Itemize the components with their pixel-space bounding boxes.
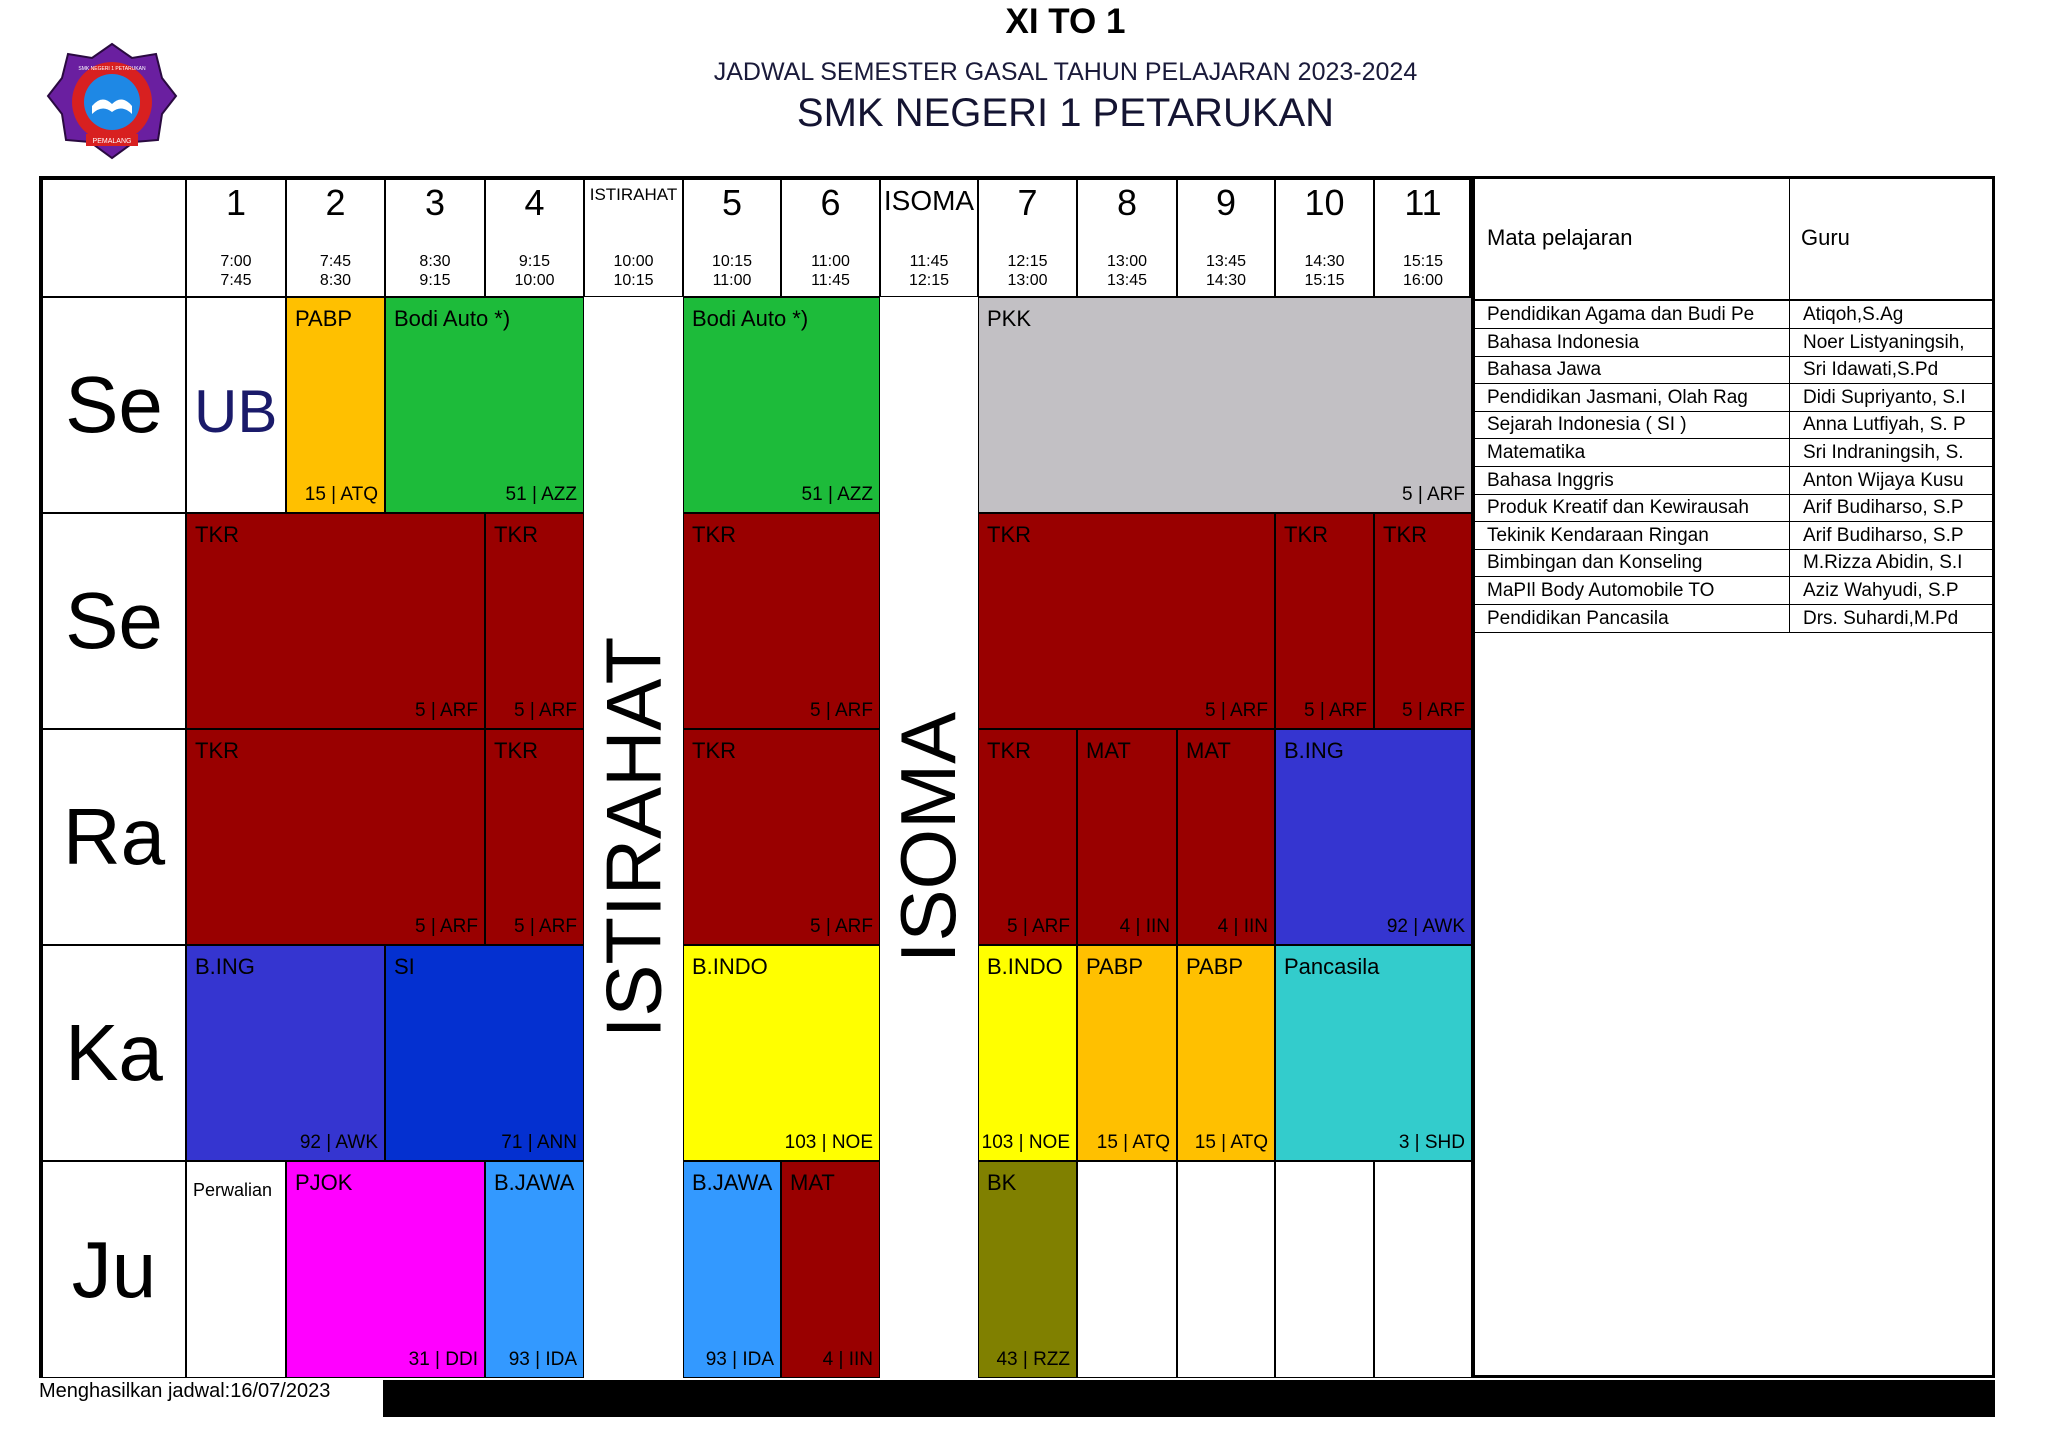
period-number: 7 [1017, 182, 1038, 223]
lesson-code: 5 | ARF [414, 916, 478, 937]
legend-row-divider [1789, 329, 1790, 356]
legend-row-divider [1789, 605, 1790, 632]
lesson-code: 93 | IDA [508, 1349, 577, 1370]
period-time: 14:30 15:15 [1304, 253, 1345, 289]
period-time: 11:00 11:45 [811, 253, 850, 289]
period-header-1 [186, 179, 286, 297]
legend-row [1475, 549, 1992, 577]
legend-row-divider [1789, 439, 1790, 466]
lesson-cell[interactable] [1077, 945, 1177, 1161]
day-label: Ra [42, 729, 186, 945]
lesson-code: 4 | IIN [1217, 916, 1268, 937]
lesson-subject: Bodi Auto *) [394, 306, 511, 331]
period-time: 10:00 10:15 [613, 253, 654, 289]
legend-subject: Bimbingan dan Konseling [1487, 552, 1703, 574]
legend-header-teacher: Guru [1801, 225, 1850, 250]
lesson-cell[interactable] [485, 1161, 584, 1378]
day-label: Se [42, 297, 186, 513]
period-number: 3 [424, 182, 446, 223]
isoma-label: ISOMA [884, 711, 973, 964]
lesson-cell[interactable] [683, 513, 880, 729]
lesson-code: 5 | ARF [1401, 700, 1465, 721]
lesson-cell[interactable] [1177, 945, 1275, 1161]
legend-subject: Pendidikan Jasmani, Olah Rag [1487, 386, 1748, 408]
lesson-code: 5 | ARF [513, 916, 577, 937]
period-time: 11:45 12:15 [908, 253, 950, 289]
period-number: 11 [1404, 182, 1442, 223]
schedule-grid [39, 176, 1472, 1378]
lesson-subject: PJOK [295, 1170, 353, 1195]
legend-row-divider [1789, 494, 1790, 521]
istirahat-label: ISTIRAHAT [589, 636, 678, 1039]
lesson-cell[interactable] [978, 513, 1275, 729]
lesson-cell[interactable] [683, 729, 880, 945]
lesson-cell[interactable] [186, 729, 485, 945]
lesson-code: 15 | ATQ [1096, 1132, 1170, 1153]
period-number: 4 [524, 182, 545, 223]
legend-row-divider [1789, 549, 1790, 576]
logo-top-text: SMK NEGERI 1 PETARUKAN [78, 66, 146, 72]
lesson-cell[interactable] [1275, 945, 1472, 1161]
legend-row-divider [1789, 467, 1790, 494]
legend-row-divider [1789, 384, 1790, 411]
lesson-cell[interactable] [781, 1161, 880, 1378]
generated-date: Menghasilkan jadwal:16/07/2023 [39, 1380, 331, 1402]
legend-subject: Bahasa Indonesia [1487, 331, 1640, 353]
legend-row-divider [1789, 577, 1790, 604]
lesson-code: 92 | AWK [299, 1132, 378, 1153]
lesson-code: 93 | IDA [705, 1349, 774, 1370]
period-time: 13:45 14:30 [1205, 253, 1247, 289]
lesson-subject: PABP [1086, 954, 1144, 979]
period-label: ISTIRAHAT [589, 185, 678, 204]
period-number: 2 [325, 182, 346, 223]
legend-row [1475, 411, 1992, 439]
legend-teacher: Noer Listyaningsih, [1803, 331, 1965, 353]
period-time: 7:45 8:30 [319, 253, 352, 289]
lesson-subject: MAT [1186, 738, 1231, 763]
page-title: XI TO 1 [1005, 2, 1126, 41]
lesson-code: 5 | ARF [1303, 700, 1367, 721]
lesson-subject: Bodi Auto *) [692, 306, 809, 331]
empty-cell [1077, 1161, 1177, 1378]
lesson-code: 15 | ATQ [1194, 1132, 1268, 1153]
lesson-cell[interactable] [186, 945, 385, 1161]
legend-subject: Tekinik Kendaraan Ringan [1487, 524, 1709, 546]
lesson-cell[interactable] [186, 513, 485, 729]
empty-cell [1374, 1161, 1472, 1378]
legend-subject: Pendidikan Pancasila [1487, 607, 1669, 629]
lesson-subject: TKR [987, 522, 1031, 547]
lesson-code: 5 | ARF [414, 700, 478, 721]
legend-header-subject: Mata pelajaran [1487, 225, 1633, 250]
lesson-subject: PABP [1186, 954, 1244, 979]
lesson-cell[interactable] [978, 945, 1077, 1161]
lesson-subject: PKK [987, 306, 1032, 331]
isoma-band [880, 297, 978, 1378]
lesson-subject: TKR [195, 522, 239, 547]
lesson-subject: TKR [692, 522, 736, 547]
period-label: ISOMA [883, 185, 975, 216]
period-time: 7:00 7:45 [220, 253, 252, 289]
lesson-subject: TKR [1284, 522, 1328, 547]
legend-subject: Produk Kreatif dan Kewirausah [1487, 497, 1749, 519]
lesson-subject: B.JAWA [494, 1170, 575, 1195]
lesson-cell[interactable] [286, 1161, 485, 1378]
lesson-cell[interactable] [385, 297, 584, 513]
lesson-subject: Pancasila [1284, 954, 1380, 979]
day-label: Se [42, 513, 186, 729]
legend-row [1475, 494, 1992, 522]
lesson-subject: TKR [195, 738, 239, 763]
period-number: 5 [721, 182, 743, 223]
legend-header [1475, 179, 1992, 301]
period-time: 12:15 13:00 [1007, 253, 1048, 289]
page-subtitle: JADWAL SEMESTER GASAL TAHUN PELAJARAN 2023-2024 [713, 58, 1418, 86]
legend-row [1475, 605, 1992, 633]
lesson-subject: TKR [987, 738, 1031, 763]
legend-row [1475, 356, 1992, 384]
legend-teacher: Didi Supriyanto, S.I [1803, 386, 1966, 408]
lesson-code: 4 | IIN [1119, 916, 1170, 937]
day-label: Ju [42, 1161, 186, 1378]
empty-cell [1275, 1161, 1374, 1378]
lesson-subject: TKR [1383, 522, 1427, 547]
lesson-subject: MAT [1086, 738, 1131, 763]
lesson-subject: B.JAWA [692, 1170, 773, 1195]
period-time: 9:15 10:00 [514, 253, 555, 289]
lesson-code: 31 | DDI [408, 1349, 478, 1370]
istirahat-band [584, 297, 683, 1378]
legend-teacher: Arif Budiharso, S.P [1803, 497, 1964, 519]
day-label: Ka [42, 945, 186, 1161]
legend-teacher: M.Rizza Abidin, S.I [1803, 552, 1963, 574]
lesson-code: 5 | ARF [809, 916, 873, 937]
period-time: 10:15 11:00 [711, 253, 753, 289]
lesson-code: 5 | ARF [809, 700, 873, 721]
legend-row [1475, 522, 1992, 550]
lesson-code: 51 | AZZ [801, 484, 873, 505]
lesson-cell[interactable] [485, 729, 584, 945]
lesson-code: 103 | NOE [981, 1132, 1070, 1153]
lesson-code: 5 | ARF [1401, 484, 1465, 505]
lesson-subject: B.INDO [692, 954, 768, 979]
empty-cell [1177, 1161, 1275, 1378]
lesson-code: 51 | AZZ [505, 484, 577, 505]
legend-subject: Pendidikan Agama dan Budi Pe [1487, 304, 1755, 325]
legend-teacher: Anton Wijaya Kusu [1803, 469, 1964, 491]
legend-row [1475, 329, 1992, 357]
legend-row-divider [1789, 411, 1790, 438]
lesson-code: 5 | ARF [513, 700, 577, 721]
period-header-9 [1177, 179, 1275, 297]
period-header-2 [286, 179, 385, 297]
lesson-cell[interactable] [1374, 513, 1472, 729]
lesson-code: 5 | ARF [1006, 916, 1070, 937]
lesson-code: 103 | NOE [784, 1132, 873, 1153]
legend-divider [1789, 179, 1790, 299]
lesson-cell[interactable] [683, 1161, 781, 1378]
period-header-isoma [880, 179, 978, 297]
lesson-subject: MAT [790, 1170, 835, 1195]
legend-table [1472, 176, 1995, 1378]
logo-bottom-text: PEMALANG [92, 138, 132, 145]
lesson-subject: TKR [494, 738, 538, 763]
period-header-istirahat [584, 179, 683, 297]
legend-subject: Sejarah Indonesia ( SI ) [1487, 414, 1687, 436]
period-time: 15:15 16:00 [1402, 253, 1444, 289]
legend-teacher: Aziz Wahyudi, S.P [1803, 580, 1959, 601]
lesson-subject: TKR [692, 738, 736, 763]
lesson-subject: B.ING [1284, 738, 1344, 763]
lesson-code: 4 | IIN [822, 1349, 873, 1370]
legend-subject: Matematika [1487, 442, 1586, 463]
period-number: 6 [820, 182, 841, 223]
legend-teacher: Sri Idawati,S.Pd [1803, 359, 1939, 381]
lesson-subject: BK [987, 1170, 1017, 1195]
legend-row [1475, 301, 1992, 329]
legend-subject: Bahasa Inggris [1487, 469, 1614, 491]
legend-subject: Bahasa Jawa [1487, 359, 1602, 381]
lesson-subject: B.INDO [987, 954, 1063, 979]
period-number: 8 [1116, 182, 1138, 223]
lesson-cell[interactable] [286, 297, 385, 513]
lesson-code: 5 | ARF [1204, 700, 1268, 721]
school-logo [46, 40, 178, 162]
lesson-cell[interactable] [978, 1161, 1077, 1378]
period-header-4 [485, 179, 584, 297]
legend-row [1475, 384, 1992, 412]
footer-bar [383, 1380, 1995, 1417]
period-header-8 [1077, 179, 1177, 297]
lesson-cell[interactable] [978, 729, 1077, 945]
period-header-6 [781, 179, 880, 297]
period-time: 13:00 13:45 [1106, 253, 1148, 289]
legend-teacher: Atiqoh,S.Ag [1803, 304, 1904, 325]
monday-first-period-label: UB [194, 378, 278, 445]
legend-teacher: Drs. Suhardi,M.Pd [1803, 607, 1959, 629]
legend-teacher: Anna Lutfiyah, S. P [1803, 414, 1966, 436]
legend-teacher: Sri Indraningsih, S. [1803, 442, 1964, 463]
legend-row [1475, 439, 1992, 467]
legend-row-divider [1789, 522, 1790, 549]
lesson-cell[interactable] [1275, 729, 1472, 945]
lesson-cell[interactable] [683, 297, 880, 513]
lesson-cell[interactable] [186, 1161, 286, 1378]
period-number: 1 [225, 182, 247, 223]
period-number: 10 [1304, 182, 1345, 223]
period-time: 8:30 9:15 [419, 253, 451, 289]
lesson-cell[interactable] [1077, 729, 1177, 945]
legend-row-divider [1789, 301, 1790, 328]
lesson-code: 43 | RZZ [996, 1349, 1070, 1370]
period-header-5 [683, 179, 781, 297]
lesson-cell[interactable] [485, 513, 584, 729]
lesson-subject: Perwalian [193, 1180, 273, 1200]
lesson-code: 71 | ANN [501, 1132, 577, 1153]
lesson-cell[interactable] [1177, 729, 1275, 945]
lesson-code: 92 | AWK [1386, 916, 1465, 937]
lesson-subject: TKR [494, 522, 538, 547]
legend-subject: MaPIl Body Automobile TO [1487, 580, 1715, 601]
lesson-code: 15 | ATQ [304, 484, 378, 505]
lesson-code: 3 | SHD [1398, 1132, 1465, 1153]
lesson-cell[interactable] [385, 945, 584, 1161]
legend-teacher: Arif Budiharso, S.P [1803, 524, 1964, 546]
lesson-subject: SI [394, 954, 415, 979]
legend-row [1475, 467, 1992, 495]
grid-corner-cell [42, 179, 186, 297]
period-header-11 [1374, 179, 1472, 297]
period-header-3 [385, 179, 485, 297]
period-header-7 [978, 179, 1077, 297]
lesson-subject: B.ING [195, 954, 255, 979]
lesson-cell[interactable] [683, 945, 880, 1161]
legend-row [1475, 577, 1992, 605]
legend-row-divider [1789, 356, 1790, 383]
period-number: 9 [1215, 182, 1237, 223]
period-header-10 [1275, 179, 1374, 297]
lesson-cell[interactable] [1275, 513, 1374, 729]
school-name: SMK NEGERI 1 PETARUKAN [796, 91, 1335, 135]
lesson-subject: PABP [295, 306, 353, 331]
lesson-cell[interactable] [978, 297, 1472, 513]
